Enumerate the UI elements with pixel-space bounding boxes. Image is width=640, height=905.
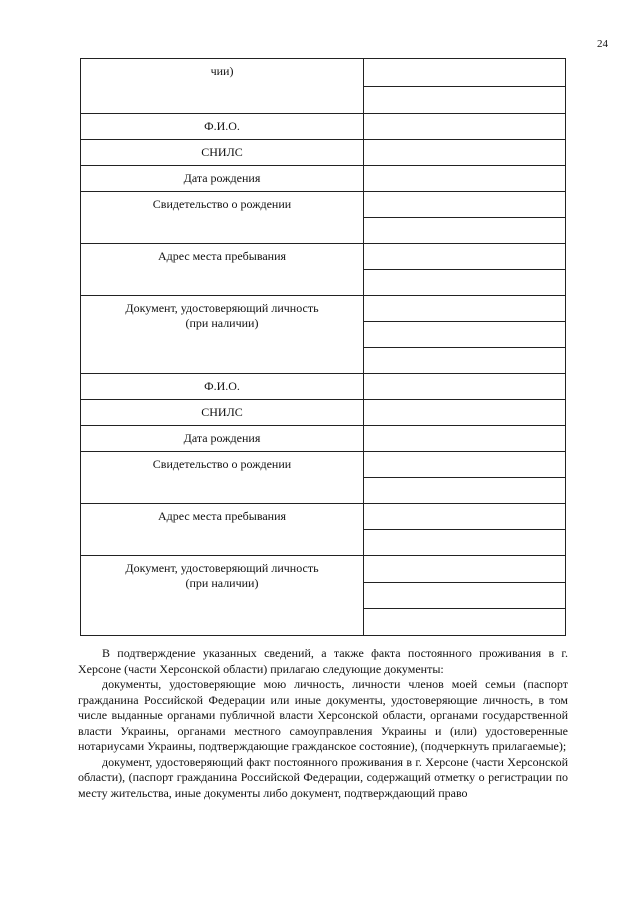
table-row-section	[81, 165, 565, 191]
entry-lines	[364, 556, 565, 635]
entry-line	[364, 269, 565, 295]
entry-line	[364, 608, 565, 635]
entry-line	[364, 140, 565, 165]
row-label: Дата рождения	[81, 166, 364, 191]
entry-line	[364, 556, 565, 582]
row-label: Документ, удостоверяющий личность (при наличии)	[81, 556, 364, 635]
row-label: СНИЛС	[81, 400, 364, 425]
table-row-section	[81, 373, 565, 399]
entry-line	[364, 582, 565, 609]
entry-line	[364, 166, 565, 191]
entry-line	[364, 374, 565, 399]
form-table	[80, 58, 566, 636]
entry-lines	[364, 192, 565, 243]
row-label: Свидетельство о рождении	[81, 192, 364, 243]
entry-line	[364, 400, 565, 425]
row-label: СНИЛС	[81, 140, 364, 165]
entry-line	[364, 59, 565, 86]
paragraph: документы, удостоверяющие мою личность, личности членов моей семьи (паспорт гражданина Российской Федерации или иные документы, удостоверяющие личность, в том числе выданные органами публичной власти Херсонской области, органами государственной власти Украины, органами местного самоуправления Украины и (или) удостоверенные нотариусами Украины, подтверждающие гражданское состояние), (подчеркнуть прилагаемые);	[78, 677, 568, 753]
entry-line	[364, 217, 565, 243]
table-row-section	[81, 191, 565, 243]
entry-lines	[364, 114, 565, 139]
table-row-section	[81, 295, 565, 373]
row-label: Свидетельство о рождении	[81, 452, 364, 503]
entry-line	[364, 321, 565, 347]
row-label: Адрес места пребывания	[81, 504, 364, 555]
table-row-section	[81, 139, 565, 165]
entry-line	[364, 114, 565, 139]
entry-line	[364, 504, 565, 529]
entry-lines	[364, 504, 565, 555]
entry-lines	[364, 166, 565, 191]
paragraph: документ, удостоверяющий факт постоянного проживания в г. Херсоне (части Херсонской области), (паспорт гражданина Российской Федерации, содержащий отметку о регистрации по месту жительства, иные документы либо документ, подтверждающий право	[78, 754, 568, 800]
entry-lines	[364, 59, 565, 113]
table-row-section	[81, 503, 565, 555]
row-label: Документ, удостоверяющий личность (при наличии)	[81, 296, 364, 373]
row-label: чии)	[81, 59, 364, 113]
entry-line	[364, 347, 565, 373]
table-row-section	[81, 243, 565, 295]
body-text	[78, 646, 568, 801]
row-label: Ф.И.О.	[81, 374, 364, 399]
entry-line	[364, 244, 565, 269]
entry-line	[364, 452, 565, 477]
entry-line	[364, 426, 565, 451]
entry-line	[364, 296, 565, 321]
entry-lines	[364, 140, 565, 165]
entry-lines	[364, 400, 565, 425]
entry-line	[364, 86, 565, 114]
row-label: Адрес места пребывания	[81, 244, 364, 295]
table-row-section	[81, 451, 565, 503]
entry-lines	[364, 426, 565, 451]
page-number: 24	[597, 38, 608, 50]
entry-line	[364, 192, 565, 217]
entry-lines	[364, 374, 565, 399]
table-row-section	[81, 59, 565, 113]
table-row-section	[81, 425, 565, 451]
entry-lines	[364, 452, 565, 503]
entry-line	[364, 529, 565, 555]
table-row-section	[81, 555, 565, 635]
table-row-section	[81, 399, 565, 425]
paragraph: В подтверждение указанных сведений, а также факта постоянного проживания в г. Херсоне (части Херсонской области) прилагаю следующие документы:	[78, 646, 568, 676]
row-label: Дата рождения	[81, 426, 364, 451]
entry-lines	[364, 244, 565, 295]
entry-lines	[364, 296, 565, 373]
table-row-section	[81, 113, 565, 139]
entry-line	[364, 477, 565, 503]
row-label: Ф.И.О.	[81, 114, 364, 139]
